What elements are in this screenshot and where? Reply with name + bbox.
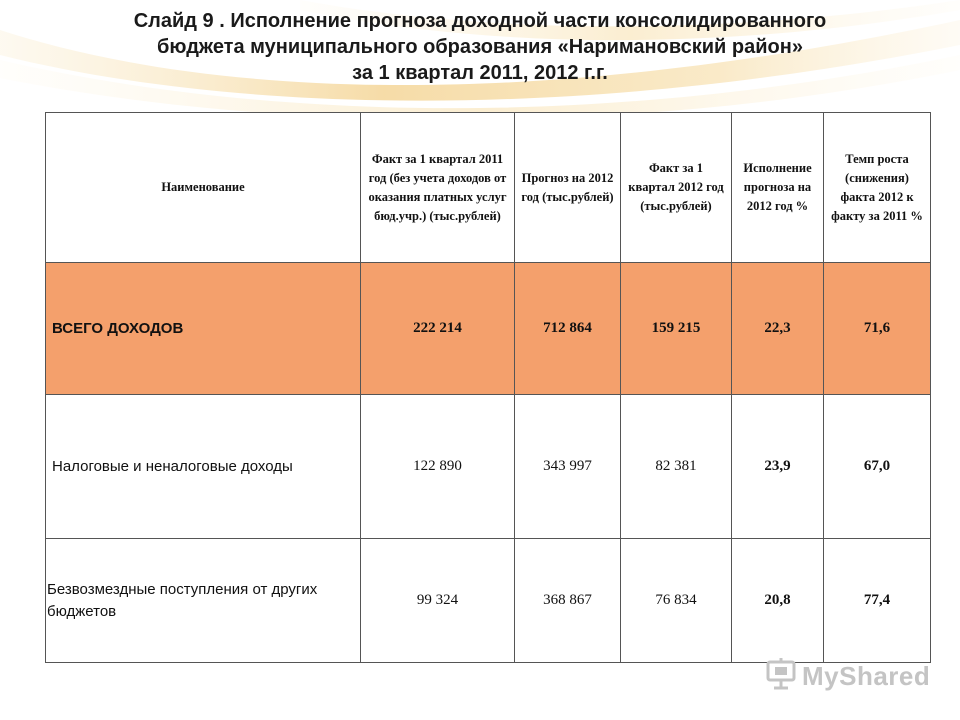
- slide-title-line-2: бюджета муниципального образования «Наримановский район»: [157, 36, 803, 58]
- table-header-row: [46, 113, 931, 263]
- table-row-total: [46, 263, 931, 395]
- cell-execution-pct: 22,3: [732, 263, 824, 395]
- cell-fact-2011: 222 214: [361, 263, 515, 395]
- cell-execution-pct: 20,8: [732, 539, 824, 663]
- header-execution-pct: Исполнение прогноза на 2012 год %: [732, 113, 824, 263]
- cell-fact-2012: 159 215: [621, 263, 732, 395]
- cell-growth-pct: 77,4: [824, 539, 931, 663]
- cell-fact-2011: 99 324: [361, 539, 515, 663]
- cell-growth-pct: 67,0: [824, 395, 931, 539]
- revenue-table: [45, 112, 931, 663]
- table-row-transfers: [46, 539, 931, 663]
- cell-forecast-2012: 712 864: [515, 263, 621, 395]
- myshared-watermark: [766, 656, 936, 696]
- presentation-board-icon: [766, 658, 796, 695]
- row-name: ВСЕГО ДОХОДОВ: [46, 263, 361, 395]
- header-growth-pct: Темп роста (снижения) факта 2012 к факту за 2011 %: [824, 113, 931, 263]
- cell-forecast-2012: 343 997: [515, 395, 621, 539]
- slide-title: [40, 8, 920, 86]
- header-fact-2011: Факт за 1 квартал 2011 год (без учета доходов от оказания платных услуг бюд.учр.) (тыс.рублей): [361, 113, 515, 263]
- watermark-text: MyShared: [802, 660, 931, 691]
- cell-fact-2011: 122 890: [361, 395, 515, 539]
- cell-growth-pct: 71,6: [824, 263, 931, 395]
- header-fact-2012: Факт за 1 квартал 2012 год (тыс.рублей): [621, 113, 732, 263]
- table-row-tax: [46, 395, 931, 539]
- row-name: Безвозмездные поступления от других бюджетов: [46, 539, 361, 663]
- cell-execution-pct: 23,9: [732, 395, 824, 539]
- header-forecast-2012: Прогноз на 2012 год (тыс.рублей): [515, 113, 621, 263]
- cell-forecast-2012: 368 867: [515, 539, 621, 663]
- header-name: Наименование: [46, 113, 361, 263]
- cell-fact-2012: 76 834: [621, 539, 732, 663]
- row-name: Налоговые и неналоговые доходы: [46, 395, 361, 539]
- slide-title-line-3: за 1 квартал 2011, 2012 г.г.: [352, 62, 608, 84]
- slide-title-line-1: Слайд 9 . Исполнение прогноза доходной части консолидированного: [133, 10, 827, 32]
- cell-fact-2012: 82 381: [621, 395, 732, 539]
